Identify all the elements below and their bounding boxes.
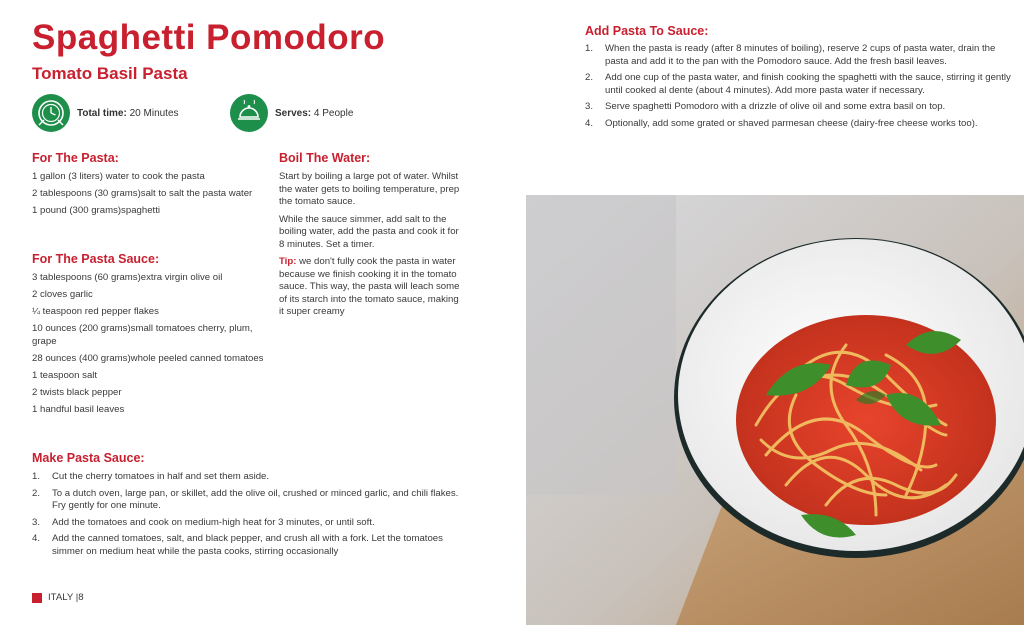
step	[585, 43, 1013, 68]
step-number: 3.	[585, 101, 594, 112]
ingredient: ¼ teaspoon red pepper flakes	[32, 306, 159, 317]
step	[585, 101, 1013, 114]
serves-value: 4 People	[313, 107, 354, 119]
pasta-ingredients	[32, 151, 264, 222]
serves	[230, 94, 353, 132]
recipe-subtitle: Tomato Basil Pasta	[32, 64, 188, 83]
step-number: 4.	[32, 533, 41, 544]
pasta-heading: For The Pasta:	[32, 151, 119, 165]
make-heading: Make Pasta Sauce:	[32, 451, 145, 465]
step-text: Add the tomatoes and cook on medium-high heat for 3 minutes, or until soft.	[52, 516, 375, 528]
total-time-label: Total time:	[77, 107, 127, 119]
ingredient: 2 cloves garlic	[32, 289, 93, 300]
step-text: When the pasta is ready (after 8 minutes of boiling), reserve 2 cups of pasta water, drain the pasta and add it to the pan with the Pomodoro sauce. Add the fresh basil leaves.	[605, 43, 996, 67]
step	[585, 118, 1013, 131]
step	[32, 533, 462, 558]
serves-label: Serves:	[275, 107, 312, 119]
page-number: ITALY |8	[48, 592, 84, 603]
ingredient: 1 teaspoon salt	[32, 369, 98, 381]
make-sauce-section	[32, 451, 462, 562]
step	[585, 72, 1013, 97]
step-number: 2.	[585, 72, 594, 83]
recipe-title: Spaghetti Pomodoro	[32, 18, 386, 57]
ingredient: 1 handful basil leaves	[32, 403, 125, 415]
step-number: 4.	[585, 117, 594, 129]
tip-text: we don't fully cook the pasta in water because we finish cooking it in the tomato sauce. This way, the pasta will leach some of its starch into the tomato sauce, making it super creamy	[279, 256, 460, 317]
boil-paragraph: While the sauce simmer, add salt to the boiling water, add the pasta and cook it for 8 minutes. Set a timer.	[279, 213, 459, 250]
add-heading: Add Pasta To Sauce:	[585, 24, 709, 38]
total-time	[32, 94, 179, 132]
step-text: To a dutch oven, large pan, or skillet, add the olive oil, crushed or minced garlic, and chili flakes. Fry gently for one minute.	[52, 487, 459, 511]
step	[32, 488, 462, 513]
clock-icon	[32, 94, 70, 132]
step	[32, 517, 462, 530]
ingredient: 1 pound (300 grams)spaghetti	[32, 205, 160, 216]
footer-square-icon	[32, 593, 42, 603]
pasta-photo	[526, 195, 1024, 625]
ingredient: 10 ounces (200 grams)small tomatoes cherry, plum, grape	[32, 323, 253, 347]
step-number: 2.	[32, 487, 41, 499]
tip-label: Tip:	[279, 256, 297, 267]
step-text: Add one cup of the pasta water, and finish cooking the spaghetti with the sauce, stirring it gently until cooked al dente (about 4 minutes). Add more pasta water if necessary.	[605, 72, 1011, 96]
step-text: Cut the cherry tomatoes in half and set them aside.	[52, 471, 270, 482]
page-footer	[32, 592, 84, 603]
ingredient: 2 twists black pepper	[32, 386, 122, 398]
step-text: Serve spaghetti Pomodoro with a drizzle of olive oil and some extra basil on top.	[605, 101, 946, 112]
add-pasta-section	[585, 24, 1013, 134]
boil-paragraph: Start by boiling a large pot of water. Whilst the water gets to boiling temperature, prep the tomato sauce.	[279, 171, 460, 207]
ingredient: 2 tablespoons (30 grams)salt to salt the pasta water	[32, 188, 253, 199]
ingredient: 28 ounces (400 grams)whole peeled canned tomatoes	[32, 352, 264, 364]
step-number: 1.	[32, 471, 41, 482]
boil-heading: Boil The Water:	[279, 151, 371, 165]
step-number: 3.	[32, 516, 41, 528]
ingredient: 1 gallon (3 liters) water to cook the pasta	[32, 171, 205, 182]
spaghetti-plate-image	[526, 195, 1024, 625]
sauce-heading: For The Pasta Sauce:	[32, 252, 160, 266]
step-number: 1.	[585, 43, 594, 54]
total-time-value: 20 Minutes	[129, 107, 179, 119]
step-text: Optionally, add some grated or shaved parmesan cheese (dairy-free cheese works too).	[605, 117, 978, 129]
tip	[279, 256, 462, 319]
step	[32, 471, 462, 484]
ingredient: 3 tablespoons (60 grams)extra virgin olive oil	[32, 272, 223, 283]
step-text: Add the canned tomatoes, salt, and black pepper, and crush all with a fork. Let the tomatoes simmer on medium heat while the pasta cooks, stirring occasionally	[52, 533, 443, 557]
sauce-ingredients	[32, 252, 264, 421]
cloche-icon	[230, 94, 268, 132]
boil-water-section	[279, 151, 462, 324]
